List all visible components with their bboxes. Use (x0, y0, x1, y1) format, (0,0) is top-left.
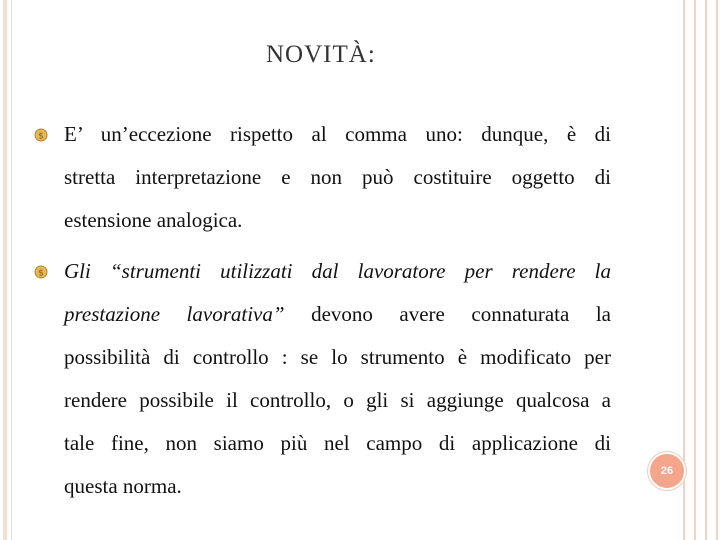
paragraph-2-line-6: questa norma. (64, 474, 182, 498)
svg-text:$: $ (38, 268, 44, 279)
page-number: 26 (660, 465, 674, 477)
paragraph-1-line-2: stretta interpretazione e non può costituire oggetto di (64, 165, 611, 189)
coin-bullet-icon (34, 128, 48, 142)
paragraph-2 (64, 250, 611, 508)
right-decorative-border (683, 0, 720, 540)
page-number-badge (648, 452, 686, 490)
coin-bullet-icon (34, 265, 48, 279)
paragraph-2-line-5: tale fine, non siamo più nel campo di applicazione di (64, 431, 611, 455)
paragraph-2-line-1 (64, 250, 611, 293)
paragraph-2-line-4: rendere possibile il controllo, o gli si aggiunge qualcosa a (64, 388, 611, 412)
paragraph-1-line-1: E’ un’eccezione rispetto al comma uno: dunque, è di (64, 122, 611, 146)
paragraph-2-line-2 (64, 293, 611, 336)
paragraph-2-line-1-text: Gli “strumenti utilizzati dal lavoratore per rendere la (64, 259, 611, 283)
paragraph-2-line-2-rest: devono avere connaturata la (284, 302, 611, 326)
svg-text:$: $ (38, 131, 44, 142)
paragraph-1 (64, 113, 611, 242)
left-decorative-border (0, 0, 12, 540)
paragraph-2-quote-end: prestazione lavorativa” (64, 302, 285, 326)
paragraph-1-line-3: estensione analogica. (64, 208, 243, 232)
paragraph-2-line-3: possibilità di controllo : se lo strumento è modificato per (64, 345, 611, 369)
slide-title: NOVITÀ: (266, 41, 376, 68)
